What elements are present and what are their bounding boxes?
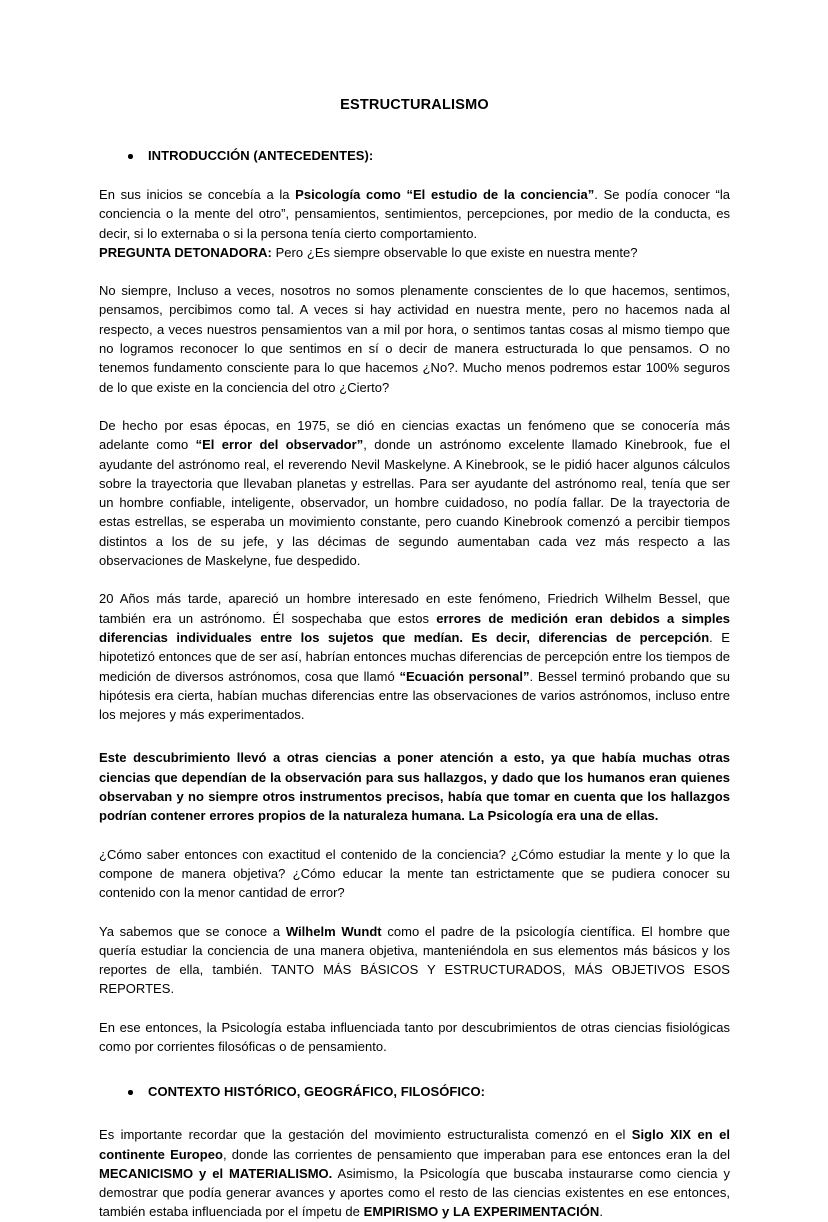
bullet-icon xyxy=(128,154,133,159)
text-run-bold: Este descubrimiento llevó a otras ciencias a poner atención a esto, ya que había muchas otras ciencias que dependían de la observación para sus hallazgos, y dado que los humanos eran quienes observaban y no siempre otros instrumentos precisos, había que tomar en cuenta que los hallazgos podrían contener errores propios de la naturaleza humana. La Psicología era una de ellas. xyxy=(99,750,730,824)
text-run-bold: Siglo XIX en el continente Europeo xyxy=(99,1127,730,1162)
section-heading-introduccion xyxy=(99,146,730,165)
text-run: No siempre, Incluso a veces, nosotros no somos plenamente conscientes de lo que hacemos, sentimos, pensamos, percibimos como tal. A veces si hay actividad en nuestra mente, pero no hacemos nada al respecto, a veces nuestros pensamientos van a mil por hora, o sentimos tantas cosas al mismo tiempo que no logramos reconocer lo que sentimos en sí o decir de manera estructurada lo que pensamos. O no tenemos fundamento consciente para lo que hacemos ¿No?. Mucho menos podremos estar 100% seguros de lo que existe en la conciencia del otro ¿Cierto? xyxy=(99,283,730,395)
paragraph xyxy=(99,185,730,243)
text-run: , donde un astrónomo excelente llamado Kinebrook, fue el ayudante del astrónomo real, el reverendo Nevil Maskelyne. A Kinebrook, se le pidió hacer algunos cálculos sobre la trayectoria que llevaban planetas y estrellas. Para ser ayudante del astrónomo real, tenía que ser un hombre confiable, inteligente, observador, un hombre cuidadoso, no podía fallar. De la trayectoria de estas estrellas, se esperaba un movimiento constante, pero cuando Kinebrook comenzó a percibir tiempos distintos a los de su jefe, y las décimas de segundo aumentaban cada vez más respecto a las observaciones de Maskelyne, fue despedido. xyxy=(99,437,730,569)
text-run-bold: PREGUNTA DETONADORA: xyxy=(99,244,272,260)
paragraph xyxy=(99,748,730,825)
text-run-bold: errores de medición eran debidos a simples diferencias individuales entre los sujetos que medían. Es decir, diferencias de percepción xyxy=(99,610,730,645)
text-run: 20 Años más tarde, apareció un hombre interesado en este fenómeno, Friedrich Wilhelm Bessel, que también era un astrónomo. Él sospechaba que estos xyxy=(99,591,730,626)
page-title: ESTRUCTURALISMO xyxy=(340,97,489,113)
paragraph xyxy=(99,1018,730,1057)
text-run: . E hipotetizó entonces que de ser así, habrían entonces muchas diferencias de percepción entre los tiempos de medición de diversos astrónomos, cosa que llamó xyxy=(99,629,730,684)
text-run: Es importante recordar que la gestación del movimiento estructuralista comenzó en el xyxy=(99,1127,632,1143)
text-run: . Bessel terminó probando que su hipótesis era cierta, habían muchas diferencias entre las observaciones de varios astrónomos, incluso entre los mejores y más experimentados. xyxy=(99,668,730,723)
text-run-bold: Psicología como “El estudio de la conciencia” xyxy=(295,187,595,202)
text-run: En sus inicios se concebía a la xyxy=(99,187,296,202)
text-run-bold: Wilhelm Wundt xyxy=(285,923,382,939)
text-run-bold: MECANICISMO y el MATERIALISMO. xyxy=(99,1165,333,1181)
paragraph xyxy=(99,281,730,397)
spacer xyxy=(99,570,730,589)
document-body xyxy=(99,96,730,1222)
text-run: . Se podía conocer “la conciencia o la mente del otro”, pensamientos, sentimientos, percepciones, por medio de la conducta, es decir, si lo externaba o si la persona tenía cierto comportamiento. xyxy=(99,187,730,241)
section-heading-label: INTRODUCCIÓN (ANTECEDENTES): xyxy=(148,148,374,163)
spacer xyxy=(99,724,730,748)
text-run: , donde las corrientes de pensamiento que imperaban para ese entonces eran la del xyxy=(222,1146,730,1162)
spacer xyxy=(99,397,730,416)
text-run: Ya sabemos que se conoce a xyxy=(99,923,286,939)
spacer xyxy=(99,1056,730,1082)
paragraph xyxy=(99,589,730,724)
text-run: . xyxy=(599,1204,603,1220)
paragraph xyxy=(99,416,730,570)
spacer xyxy=(99,903,730,922)
text-run-bold: “Ecuación personal” xyxy=(399,668,530,684)
paragraph xyxy=(99,1125,730,1221)
spacer xyxy=(99,165,730,185)
text-run: ¿Cómo saber entonces con exactitud el contenido de la conciencia? ¿Cómo estudiar la mente y lo que la compone de manera objetiva? ¿Cómo educar la mente tan estrictamente que se pudiera conocer su contenido con la menor cantidad de error? xyxy=(99,846,730,901)
text-run: Pero ¿Es siempre observable lo que existe en nuestra mente? xyxy=(271,244,638,260)
spacer xyxy=(99,262,730,281)
paragraph xyxy=(99,845,730,903)
text-run: como el padre de la psicología científica. El hombre que quería estudiar la conciencia de una manera objetiva, manteniéndola en sus elementos más básicos y los reportes de ella, también. TANTO MÁS BÁSICOS Y ESTRUCTURADOS, MÁS OBJETIVOS ESOS REPORTES. xyxy=(99,923,730,997)
spacer xyxy=(99,115,730,146)
text-run-bold: EMPIRISMO y LA EXPERIMENTACIÓN xyxy=(363,1204,600,1220)
paragraph xyxy=(99,922,730,999)
spacer xyxy=(99,999,730,1018)
spacer xyxy=(99,1101,730,1125)
text-run: En ese entonces, la Psicología estaba influenciada tanto por descubrimientos de otras ciencias fisiológicas como por corrientes filosóficas o de pensamiento. xyxy=(99,1019,730,1054)
text-run: Asimismo, la Psicología que buscaba instaurarse como ciencia y demostrar que podía generar avances y aportes como el resto de las ciencias existentes en ese entonces, también estaba influenciada por el ímpetu de xyxy=(99,1165,730,1220)
section-heading-contexto xyxy=(99,1082,730,1101)
spacer xyxy=(99,826,730,845)
paragraph xyxy=(99,243,730,262)
text-run: De hecho por esas épocas, en 1975, se dió en ciencias exactas un fenómeno que se conocería más adelante como xyxy=(99,417,730,453)
section-heading-label: CONTEXTO HISTÓRICO, GEOGRÁFICO, FILOSÓFICO: xyxy=(148,1084,486,1100)
bullet-icon xyxy=(128,1090,133,1095)
text-run-bold: “El error del observador” xyxy=(195,437,364,453)
